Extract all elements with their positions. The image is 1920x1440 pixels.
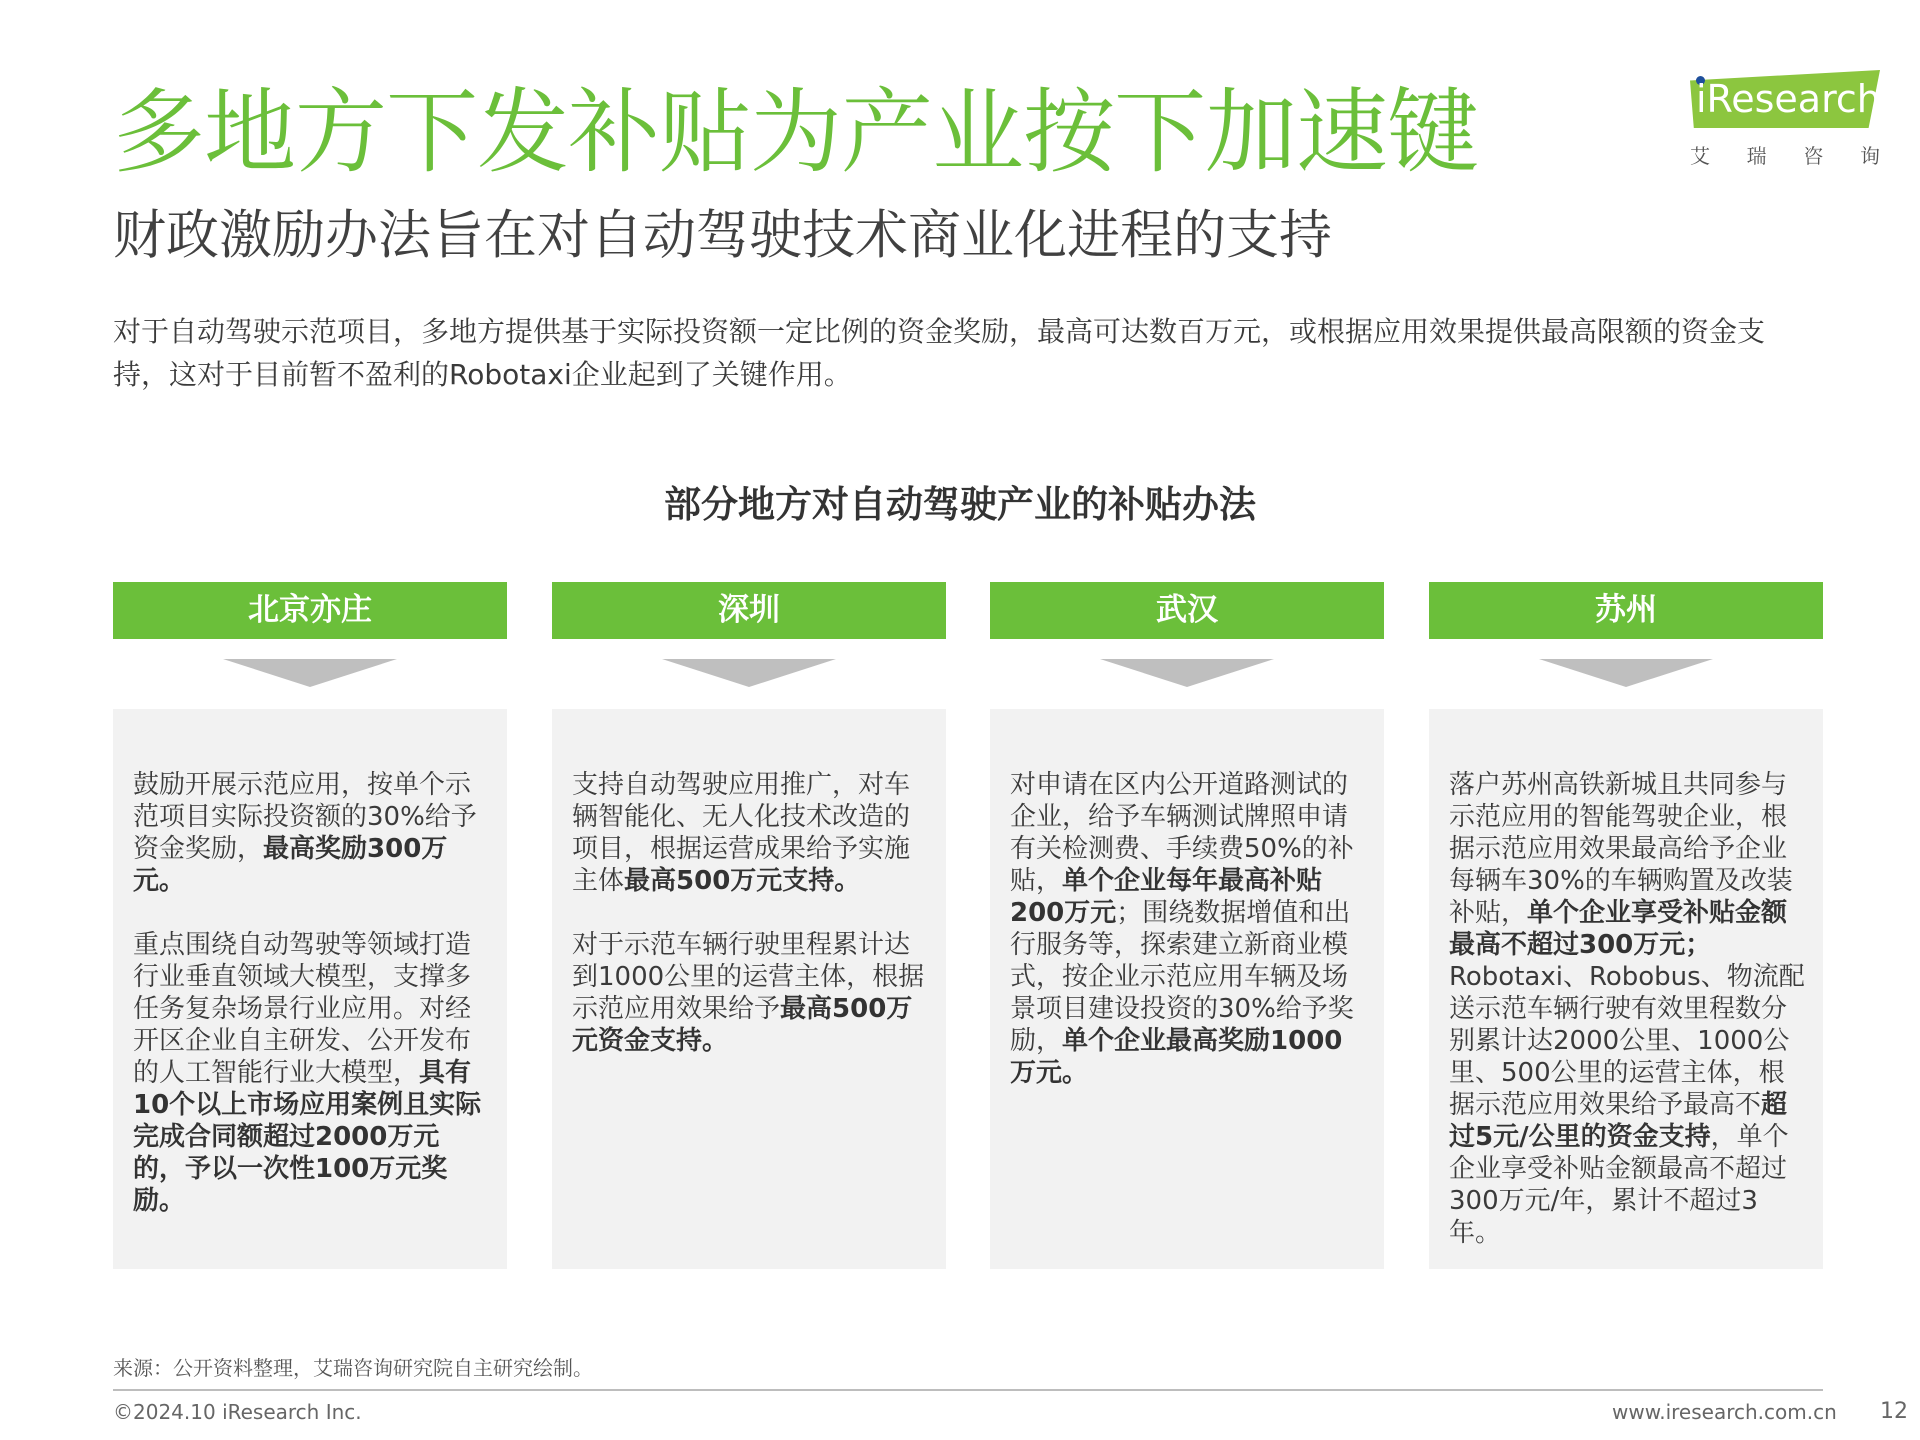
column-body (113, 709, 507, 1269)
column-body (552, 709, 946, 1269)
column-header: 武汉 (990, 582, 1384, 639)
column-header: 北京亦庄 (113, 582, 507, 639)
policy-highlight: 最高500万元资金支持。 (572, 994, 913, 1056)
page-number: 12 (1880, 1399, 1908, 1424)
policy-text: 重点围绕自动驾驶等领域打造行业垂直领域大模型，支撑多任务复杂场景行业应用。对经开区企业自主研发、公开发布的人工智能行业大模型， (133, 930, 472, 1088)
policy-text: 对申请在区内公开道路测试的企业，给予车辆测试牌照申请有关检测费、手续费50%的补贴， (1010, 770, 1354, 896)
column-suzhou (1429, 582, 1823, 1269)
logo-cn-char: 询 (1859, 144, 1880, 168)
policy-highlight: 具有10个以上市场应用案例且实际完成合同额超过2000万元的，予以一次性100万元奖励。 (133, 1058, 482, 1216)
page-subtitle: 财政激励办法旨在对自动驾驶技术商业化进程的支持 (113, 205, 1332, 266)
policy-paragraph (572, 769, 928, 897)
logo-cn-char: 艾 (1690, 144, 1710, 168)
website-link[interactable]: www.iresearch.com.cn (1612, 1400, 1837, 1424)
source-note: 来源：公开资料整理，艾瑞咨询研究院自主研究绘制。 (113, 1356, 593, 1380)
down-arrow-icon (223, 659, 397, 687)
logo-text: iResearch (1696, 77, 1881, 121)
policy-text: Robotaxi、Robobus、物流配送示范车辆行驶有效里程数分别累计达2000公里、1000公里、500公里的运营主体，根据示范应用效果给予最高不 (1449, 962, 1805, 1120)
policy-highlight: 单个企业享受补贴金额最高不超过300万元； (1449, 898, 1788, 960)
policy-text: ；围绕数据增值和出行服务等，探索建立新商业模式，按企业示范应用车辆及场景项目建设投资的30%给予奖励， (1010, 898, 1354, 1056)
policy-paragraph (572, 929, 928, 1057)
policy-paragraph (133, 929, 489, 1217)
down-arrow-icon (1100, 659, 1274, 687)
section-title: 部分地方对自动驾驶产业的补贴办法 (664, 483, 1256, 526)
down-arrow-icon (662, 659, 836, 687)
logo-cn-text (1690, 140, 1880, 169)
logo-cn-char: 瑞 (1746, 144, 1767, 168)
policy-text: 支持自动驾驶应用推广，对车辆智能化、无人化技术改造的项目，根据运营成果给予实施主体 (572, 770, 911, 896)
iresearch-logo (1690, 66, 1890, 176)
policy-text: ，单个企业享受补贴金额最高不超过300万元/年，累计不超过3年。 (1449, 1122, 1789, 1248)
column-wuhan (990, 582, 1384, 1269)
policy-text: 鼓励开展示范应用，按单个示范项目实际投资额的30%给予资金奖励， (133, 770, 477, 864)
policy-paragraph (1449, 769, 1805, 1249)
page-title: 多地方下发补贴为产业按下加速键 (113, 79, 1479, 186)
policy-highlight: 超过5元/公里的资金支持 (1449, 1090, 1788, 1152)
policy-paragraph (133, 769, 489, 897)
policy-text: 落户苏州高铁新城且共同参与示范应用的智能驾驶企业，根据示范应用效果最高给予企业每辆车30%的车辆购置及改装补贴， (1449, 770, 1793, 928)
copyright-text: ©2024.10 iResearch Inc. (113, 1400, 362, 1424)
column-beijing-yizhuang (113, 582, 507, 1269)
policy-text: 对于示范车辆行驶里程累计达到1000公里的运营主体，根据示范应用效果给予 (572, 930, 925, 1024)
policy-highlight: 单个企业每年最高补贴200万元 (1010, 866, 1323, 928)
policy-paragraph (1010, 769, 1366, 1089)
policy-highlight: 最高500万元支持。 (624, 866, 861, 896)
down-arrow-icon (1539, 659, 1713, 687)
column-shenzhen (552, 582, 946, 1269)
policy-highlight: 最高奖励300万元。 (133, 834, 448, 896)
column-header: 深圳 (552, 582, 946, 639)
footer-divider (113, 1389, 1823, 1391)
column-header: 苏州 (1429, 582, 1823, 639)
policy-highlight: 单个企业最高奖励1000万元。 (1010, 1026, 1343, 1088)
intro-paragraph: 对于自动驾驶示范项目，多地方提供基于实际投资额一定比例的资金奖励，最高可达数百万元，或根据应用效果提供最高限额的资金支持，这对于目前暂不盈利的Robotaxi企业起到了关键作用。 (113, 315, 1766, 391)
column-body (990, 709, 1384, 1269)
column-body (1429, 709, 1823, 1269)
logo-cn-char: 咨 (1803, 144, 1824, 168)
